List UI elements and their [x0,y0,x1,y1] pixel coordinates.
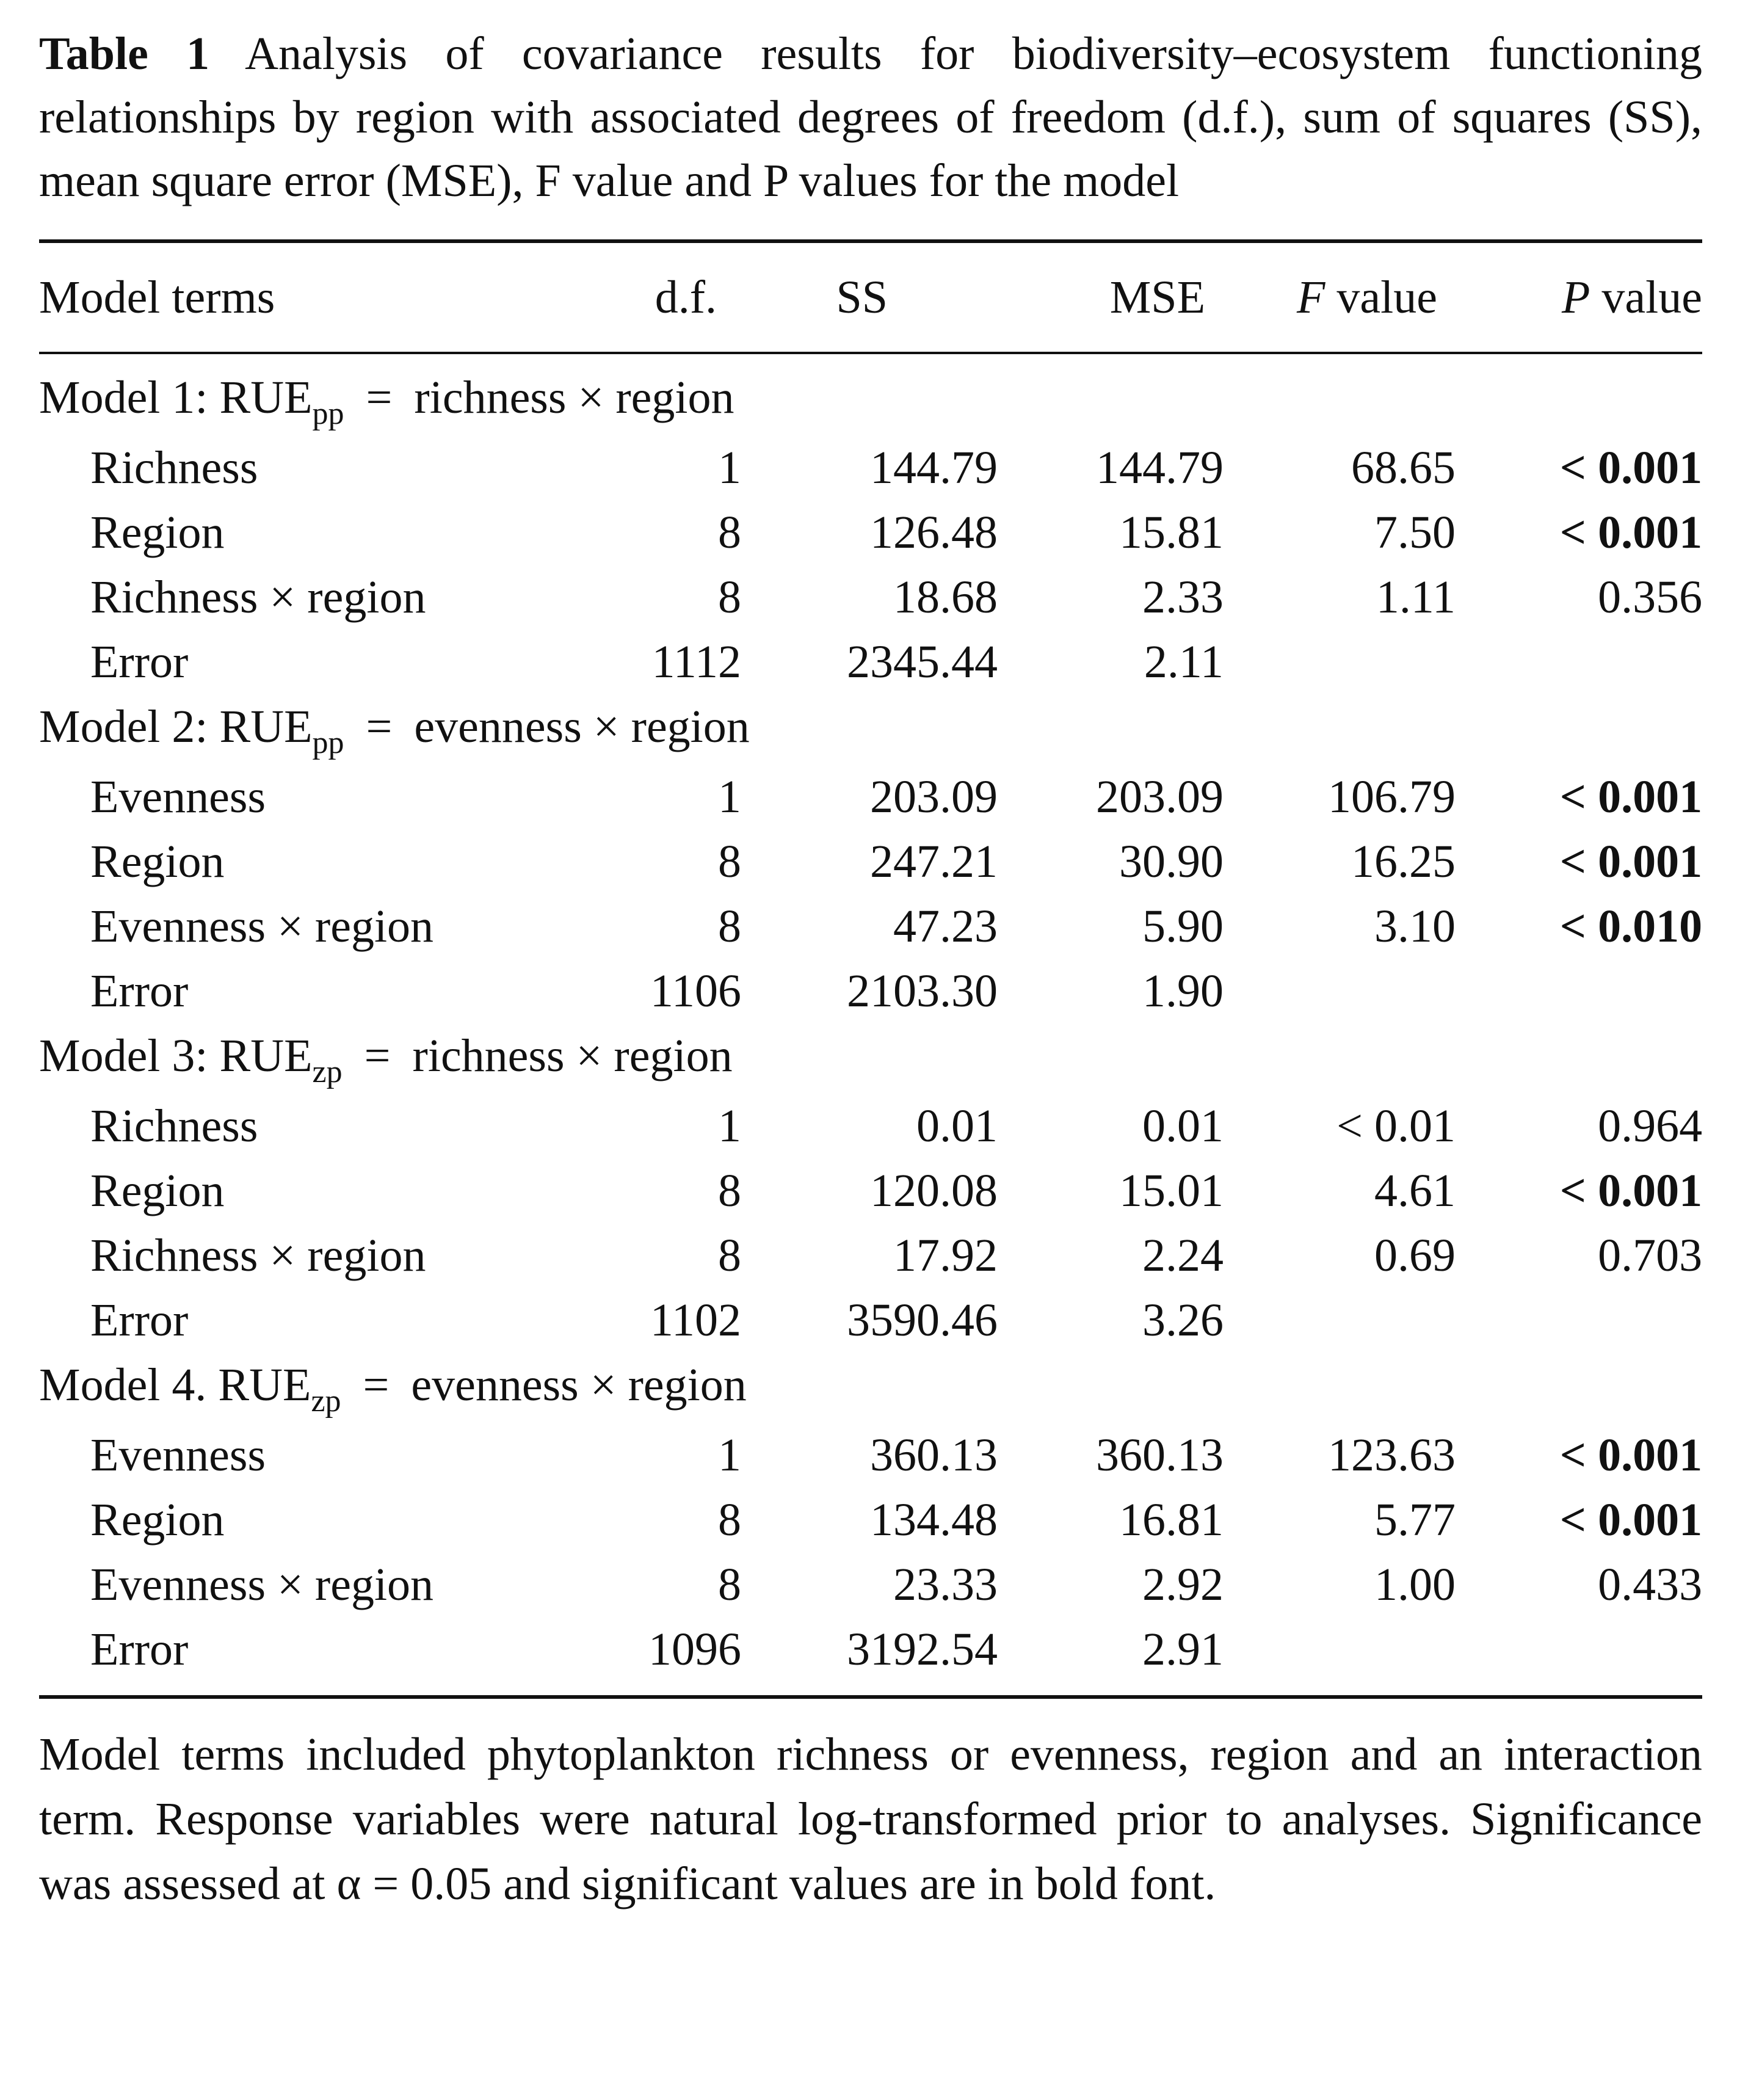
cell-mse: 5.90 [1142,901,1224,952]
cell-mse: 3.26 [1142,1295,1224,1346]
cell-df: 1106 [650,965,741,1017]
cell-f-value: 7.50 [1374,507,1456,558]
cell-p-value [1462,630,1702,694]
model-equals: = [366,372,393,423]
cell-p-value: < 0.001 [1559,1165,1703,1216]
header-ss: SS [836,271,888,323]
cell-df: 1 [718,771,741,823]
model-heading-row [39,694,1702,765]
table-row [39,1488,1702,1552]
cell-f-value: < 0.01 [1336,1100,1456,1152]
table-row [39,1288,1702,1353]
cell-ss: 247.21 [870,836,998,887]
cell-f-value [1230,1617,1462,1682]
cell-f-value: 0.69 [1374,1230,1456,1281]
cell-ss: 23.33 [893,1559,998,1610]
cell-p-value: 0.433 [1598,1559,1703,1610]
cell-df: 1096 [648,1624,741,1675]
cell-ss: 360.13 [870,1430,998,1481]
cell-mse: 15.01 [1119,1165,1224,1216]
header-row [39,243,1702,352]
header-f-symbol: F [1296,271,1325,323]
table-bottom-rule [39,1695,1702,1699]
cell-df: 1 [718,442,741,493]
table-row [39,565,1702,630]
cell-f-value: 123.63 [1328,1430,1456,1481]
cell-mse: 360.13 [1096,1430,1224,1481]
cell-df: 8 [718,572,741,623]
cell-p-value: < 0.001 [1559,442,1703,493]
model-subscript: zp [311,1384,341,1419]
cell-term: Region [90,1165,225,1216]
cell-mse: 203.09 [1096,771,1224,823]
cell-f-value [1230,1288,1462,1353]
cell-mse: 0.01 [1142,1100,1224,1152]
cell-f-value: 16.25 [1351,836,1456,887]
cell-f-value: 106.79 [1328,771,1456,823]
cell-p-value [1462,959,1702,1023]
cell-mse: 2.91 [1142,1624,1224,1675]
table-footnote: Model terms included phytoplankton richness or evenness, region and an interaction term. Response variables were natural log-transformed prior to analyses. Significance was assessed at α = 0.05 and significant values are in bold font. [39,1729,1702,1909]
model-heading [39,1353,1702,1423]
cell-term: Region [90,836,225,887]
cell-term: Evenness × region [90,901,434,952]
cell-df: 1102 [650,1295,741,1346]
cell-f-value [1230,630,1462,694]
table-row [39,1552,1702,1617]
cell-ss: 120.08 [870,1165,998,1216]
header-mse: MSE [1109,271,1205,323]
cell-df: 8 [718,1230,741,1281]
header-p-word: value [1601,271,1702,323]
cell-mse: 2.24 [1142,1230,1224,1281]
cell-ss: 2103.30 [847,965,998,1017]
model-heading-row [39,1353,1702,1423]
model-formula: evenness × region [414,701,750,752]
cell-f-value: 1.00 [1374,1559,1456,1610]
table-row [39,435,1702,500]
cell-ss: 203.09 [870,771,998,823]
model-heading [39,365,1702,435]
cell-term: Richness × region [90,1230,426,1281]
table-caption [39,22,1702,213]
cell-f-value: 1.11 [1376,572,1456,623]
table-row [39,1617,1702,1682]
cell-p-value: < 0.001 [1559,771,1703,823]
model-heading [39,694,1702,765]
cell-df: 1 [718,1100,741,1152]
cell-term: Richness [90,442,258,493]
cell-ss: 3590.46 [847,1295,998,1346]
cell-ss: 2345.44 [847,636,998,688]
cell-df: 1112 [651,636,741,688]
cell-ss: 3192.54 [847,1624,998,1675]
table-header [39,243,1702,352]
model-equals: = [366,701,393,752]
model-subscript: pp [312,725,344,760]
caption-label: Table 1 [39,28,210,79]
model-heading-row [39,365,1702,435]
model-subscript: zp [312,1055,343,1089]
table-body-wrap [39,354,1702,1695]
cell-mse: 30.90 [1119,836,1224,887]
model-prefix: Model 1: RUE [39,372,313,423]
model-heading [39,1023,1702,1094]
cell-p-value: 0.703 [1598,1230,1703,1281]
model-formula: richness × region [412,1030,733,1081]
table-row [39,829,1702,894]
cell-term: Evenness [90,771,266,823]
caption-text: Analysis of covariance results for biodiversity–ecosystem functioning relationships by region with associated degrees of freedom (d.f.), sum of squares (SS), mean square error (MSE), F value and P values for the model [39,28,1702,206]
cell-p-value: < 0.001 [1559,507,1703,558]
table-row [39,630,1702,694]
cell-ss: 18.68 [893,572,998,623]
cell-f-value: 3.10 [1374,901,1456,952]
cell-term: Error [90,636,189,688]
cell-f-value: 5.77 [1374,1494,1456,1546]
cell-term: Evenness × region [90,1559,434,1610]
table-row [39,765,1702,829]
model-prefix: Model 3: RUE [39,1030,313,1081]
cell-term: Richness [90,1100,258,1152]
cell-ss: 144.79 [870,442,998,493]
cell-mse: 2.11 [1144,636,1224,688]
model-formula: evenness × region [411,1359,747,1411]
table-row [39,1094,1702,1158]
table-rows [39,365,1702,1682]
cell-term: Error [90,965,189,1017]
cell-mse: 16.81 [1119,1494,1224,1546]
header-model-terms: Model terms [39,271,275,323]
header-p-value [1462,243,1702,352]
model-subscript: pp [312,396,344,431]
table-row [39,500,1702,565]
cell-term: Richness × region [90,572,426,623]
table-row [39,894,1702,959]
header-p-symbol: P [1561,271,1590,323]
cell-p-value: < 0.001 [1559,1494,1703,1546]
model-equals: = [363,1359,390,1411]
table-row [39,1223,1702,1288]
cell-p-value [1462,1288,1702,1353]
cell-f-value: 4.61 [1374,1165,1456,1216]
header-df: d.f. [655,271,717,323]
cell-df: 8 [718,1559,741,1610]
model-prefix: Model 4. RUE [39,1359,311,1411]
cell-f-value: 68.65 [1351,442,1456,493]
cell-p-value: < 0.001 [1559,836,1703,887]
cell-mse: 1.90 [1142,965,1224,1017]
cell-ss: 17.92 [893,1230,998,1281]
cell-df: 8 [718,901,741,952]
model-prefix: Model 2: RUE [39,701,313,752]
cell-p-value: < 0.010 [1559,901,1703,952]
header-f-word: value [1336,271,1437,323]
cell-term: Error [90,1624,189,1675]
cell-df: 8 [718,1165,741,1216]
cell-ss: 134.48 [870,1494,998,1546]
cell-mse: 15.81 [1119,507,1224,558]
cell-p-value: 0.356 [1598,572,1703,623]
model-formula: richness × region [414,372,734,423]
cell-term: Region [90,1494,225,1546]
cell-term: Error [90,1295,189,1346]
cell-df: 8 [718,836,741,887]
cell-df: 8 [718,1494,741,1546]
cell-f-value [1230,959,1462,1023]
table-row [39,1158,1702,1223]
cell-term: Region [90,507,225,558]
cell-p-value: 0.964 [1598,1100,1703,1152]
table-page [39,22,1702,1916]
cell-ss: 126.48 [870,507,998,558]
cell-p-value: < 0.001 [1559,1430,1703,1481]
cell-ss: 0.01 [916,1100,998,1152]
table-row [39,959,1702,1023]
table-row [39,1423,1702,1488]
cell-ss: 47.23 [893,901,998,952]
header-f-value [1230,243,1462,352]
table-body [39,365,1702,1682]
model-equals: = [364,1030,391,1081]
cell-mse: 144.79 [1096,442,1224,493]
model-heading-row [39,1023,1702,1094]
cell-mse: 2.33 [1142,572,1224,623]
cell-p-value [1462,1617,1702,1682]
cell-df: 8 [718,507,741,558]
cell-mse: 2.92 [1142,1559,1224,1610]
cell-df: 1 [718,1430,741,1481]
cell-term: Evenness [90,1430,266,1481]
